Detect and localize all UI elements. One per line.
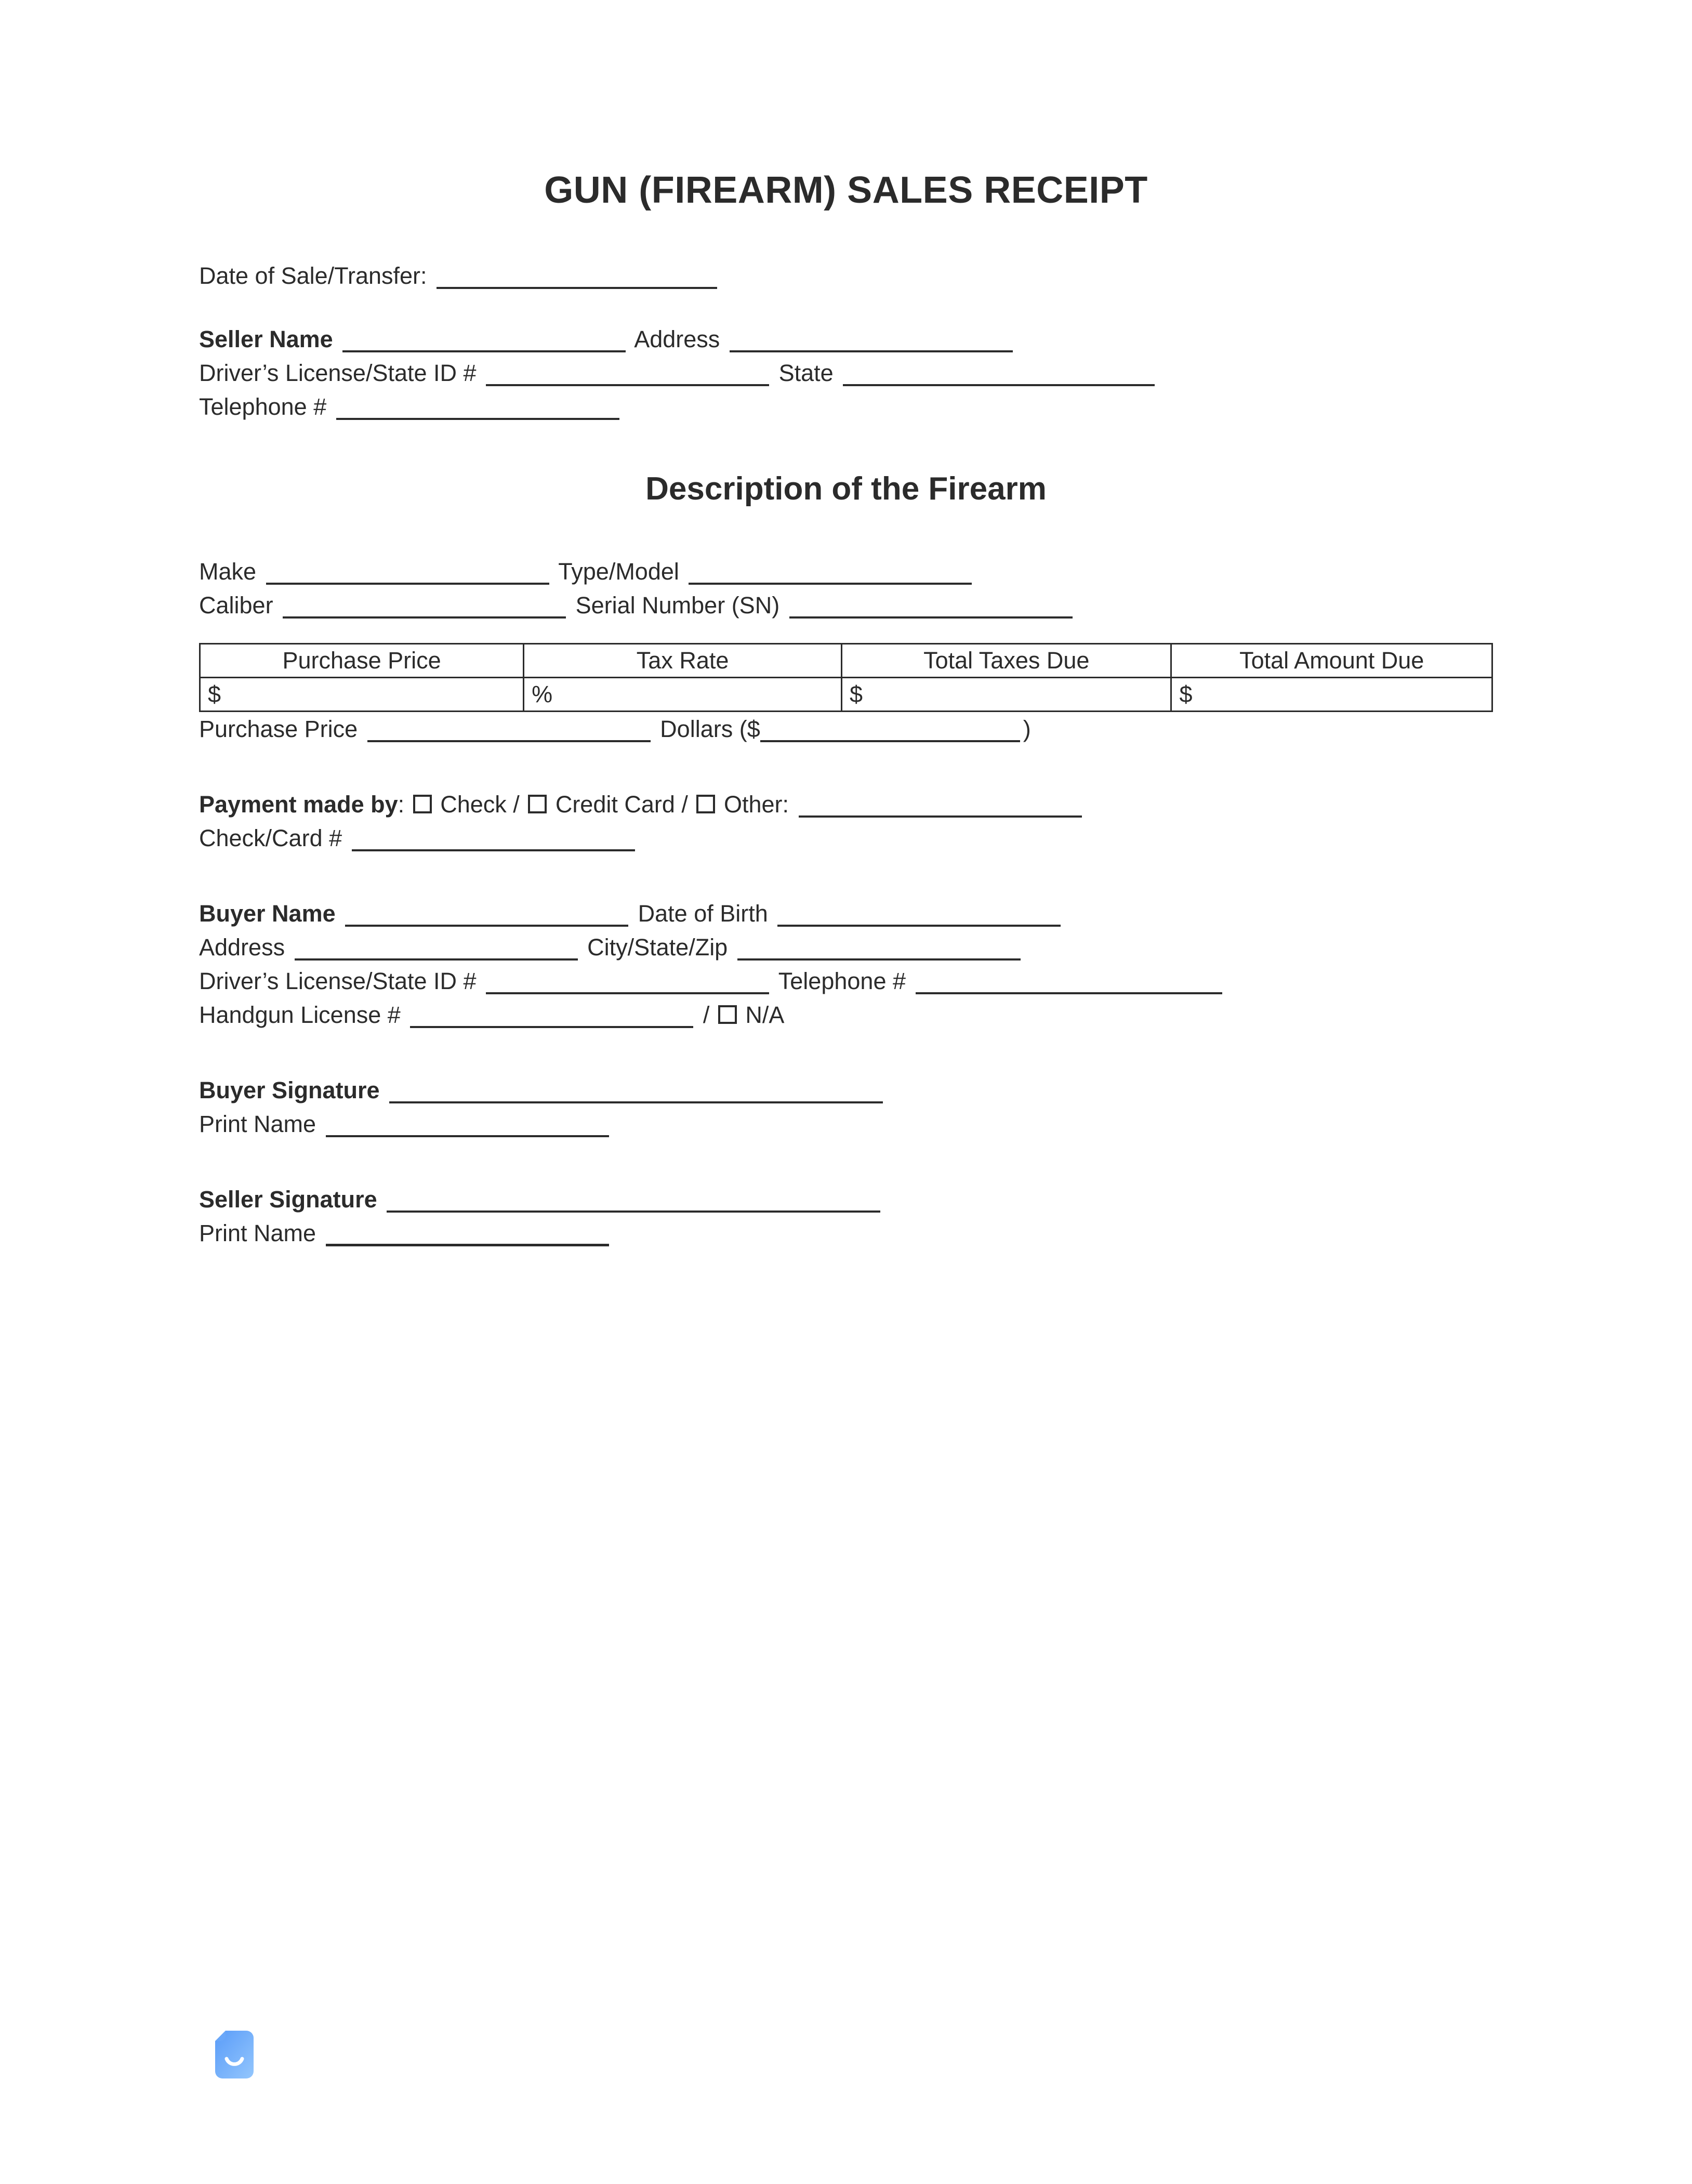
buyer-dl-label: Driver’s License/State ID #	[199, 968, 477, 994]
buyer-print-name-row	[199, 1107, 1493, 1141]
handgun-na-slash: /	[703, 1002, 710, 1028]
date-of-sale-row	[199, 258, 1493, 294]
column-header-tax-rate: Tax Rate	[524, 644, 842, 678]
seller-dl-row	[199, 356, 1493, 390]
seller-signature-input[interactable]	[387, 1190, 880, 1213]
cell-total-taxes-due[interactable]: $	[842, 678, 1171, 712]
caliber-label: Caliber	[199, 592, 273, 619]
buyer-dl-row	[199, 964, 1493, 998]
checkbox-check[interactable]	[413, 795, 432, 813]
seller-state-label: State	[778, 360, 834, 386]
buyer-signature-row	[199, 1073, 1493, 1107]
serial-number-input[interactable]	[789, 596, 1073, 619]
seller-dl-label: Driver’s License/State ID #	[199, 360, 477, 386]
buyer-address-row	[199, 930, 1493, 964]
seller-name-label: Seller Name	[199, 326, 333, 352]
amounts-table	[199, 643, 1493, 712]
buyer-city-state-zip-label: City/State/Zip	[587, 934, 728, 961]
payment-made-by-label: Payment made by	[199, 791, 398, 818]
brand-logo	[214, 2030, 255, 2080]
seller-print-name-row	[199, 1216, 1493, 1250]
handgun-na-label: N/A	[745, 1002, 785, 1028]
serial-number-label: Serial Number (SN)	[575, 592, 780, 619]
checkbox-credit-card[interactable]	[528, 795, 547, 813]
date-of-sale-label: Date of Sale/Transfer:	[199, 262, 427, 289]
seller-print-name-label: Print Name	[199, 1220, 316, 1246]
buyer-telephone-label: Telephone #	[778, 968, 906, 994]
firearm-make-row	[199, 555, 1493, 588]
amounts-table-header-row	[200, 644, 1492, 678]
seller-print-name-input[interactable]	[326, 1223, 609, 1246]
type-model-input[interactable]	[689, 562, 972, 585]
seller-state-input[interactable]	[843, 363, 1155, 386]
handgun-license-label: Handgun License #	[199, 1002, 401, 1028]
seller-name-row	[199, 322, 1493, 356]
buyer-print-name-label: Print Name	[199, 1111, 316, 1137]
type-model-label: Type/Model	[558, 558, 679, 585]
check-card-number-input[interactable]	[352, 828, 635, 851]
payment-other-label: Other:	[723, 791, 789, 818]
seller-signature-label: Seller Signature	[199, 1186, 377, 1213]
buyer-dl-input[interactable]	[486, 971, 769, 994]
column-header-total-amount-due: Total Amount Due	[1171, 644, 1492, 678]
payment-check-label: Check	[440, 791, 507, 818]
payment-slash-1: /	[513, 791, 520, 818]
purchase-price-label: Purchase Price	[199, 716, 358, 742]
cell-total-amount-due[interactable]: $	[1171, 678, 1492, 712]
form-content	[199, 169, 1493, 1250]
column-header-total-taxes-due: Total Taxes Due	[842, 644, 1171, 678]
seller-address-label: Address	[634, 326, 720, 352]
make-label: Make	[199, 558, 257, 585]
buyer-signature-input[interactable]	[389, 1081, 883, 1103]
checkbox-handgun-na[interactable]	[718, 1005, 737, 1024]
cell-purchase-price[interactable]: $	[200, 678, 524, 712]
close-paren: )	[1023, 716, 1031, 742]
payment-other-input[interactable]	[799, 795, 1082, 818]
page-title: GUN (FIREARM) SALES RECEIPT	[544, 169, 1148, 211]
seller-address-input[interactable]	[730, 330, 1013, 352]
firearm-caliber-row	[199, 588, 1493, 622]
date-of-sale-input[interactable]	[437, 266, 717, 289]
cell-tax-rate[interactable]: %	[524, 678, 842, 712]
buyer-dob-label: Date of Birth	[638, 900, 768, 927]
payment-colon: :	[398, 791, 405, 818]
buyer-address-label: Address	[199, 934, 285, 961]
seller-telephone-label: Telephone #	[199, 393, 327, 420]
check-card-number-row	[199, 821, 1493, 855]
purchase-price-words-row	[199, 712, 1493, 746]
buyer-name-label: Buyer Name	[199, 900, 336, 927]
purchase-price-amount-input[interactable]	[760, 719, 1020, 742]
buyer-name-row	[199, 897, 1493, 930]
seller-telephone-row	[199, 390, 1493, 424]
payment-slash-2: /	[681, 791, 688, 818]
table-row	[200, 678, 1492, 712]
buyer-telephone-input[interactable]	[916, 971, 1222, 994]
payment-credit-card-label: Credit Card	[555, 791, 675, 818]
seller-dl-input[interactable]	[486, 363, 769, 386]
document-smile-icon	[214, 2030, 255, 2080]
buyer-address-input[interactable]	[295, 938, 578, 961]
caliber-input[interactable]	[283, 596, 566, 619]
handgun-license-row	[199, 998, 1493, 1032]
buyer-print-name-input[interactable]	[326, 1114, 609, 1137]
make-input[interactable]	[266, 562, 549, 585]
handgun-license-input[interactable]	[410, 1005, 693, 1028]
checkbox-other[interactable]	[696, 795, 715, 813]
check-card-number-label: Check/Card #	[199, 825, 342, 851]
seller-telephone-input[interactable]	[336, 397, 619, 420]
seller-signature-row	[199, 1182, 1493, 1216]
column-header-purchase-price: Purchase Price	[200, 644, 524, 678]
payment-method-row	[199, 787, 1493, 821]
buyer-dob-input[interactable]	[777, 904, 1061, 927]
buyer-city-state-zip-input[interactable]	[737, 938, 1021, 961]
purchase-price-words-input[interactable]	[367, 719, 651, 742]
dollars-label: Dollars ($	[660, 716, 760, 742]
buyer-name-input[interactable]	[345, 904, 628, 927]
section-title-firearm-description: Description of the Firearm	[645, 471, 1047, 507]
buyer-signature-label: Buyer Signature	[199, 1077, 380, 1103]
seller-name-input[interactable]	[342, 330, 626, 352]
